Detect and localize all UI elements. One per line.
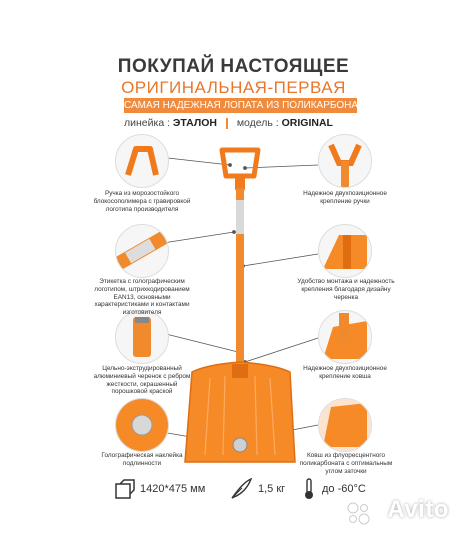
caption-blade-mount: Надежное двухпозиционное крепление ковша <box>303 365 387 380</box>
caption-double-mount: Надежное двухпозиционное крепление ручки <box>303 190 387 205</box>
avito-logo-icon <box>345 500 371 526</box>
caption-shaft: Цельно-экструдированный алюминиевый черенок с ребром жесткости, окрашенный порошковой краской <box>93 365 191 396</box>
hologram-sticker <box>233 438 247 452</box>
feature-circle-label <box>115 224 169 278</box>
sticker-closeup-icon <box>116 399 168 451</box>
feature-circle-sticker <box>115 398 169 452</box>
blade-socket <box>232 364 248 378</box>
model-value: ORIGINAL <box>281 117 333 129</box>
handle-collar <box>235 176 245 190</box>
feature-circle-mount <box>318 224 372 278</box>
tagline-banner: САМАЯ НАДЕЖНАЯ ЛОПАТА ИЗ ПОЛИКАРБОНАТА <box>124 100 370 111</box>
caption-sticker: Голографическая наклейка подлинности <box>101 452 183 467</box>
mount-closeup-icon <box>319 225 371 277</box>
lineup-label: линейка : <box>124 117 170 129</box>
spec-weight: 1,5 кг <box>258 483 286 495</box>
caption-blade: Ковш из флуоресцентного поликарбоната с оптимальным углом заточки <box>299 452 393 475</box>
caption-label: Этикетка с голографическим логотипом, штрихкодированием EAN13, основными характеристиками и контактами изготовителя <box>94 278 190 317</box>
feature-circle-shaft <box>115 310 169 364</box>
blade-mount-closeup-icon <box>319 311 371 363</box>
page-subtitle: ОРИГИНАЛЬНАЯ-ПЕРВАЯ <box>121 78 346 97</box>
feature-circle-blade-mount <box>318 310 372 364</box>
caption-handle: Ручка из морозостойкого блокосополимера с гравировкой логотипа производителя <box>93 190 191 213</box>
avito-watermark: Avito <box>387 496 449 523</box>
d-handle <box>222 150 258 176</box>
shaft-label <box>236 200 244 234</box>
blade-closeup-icon <box>319 399 371 451</box>
label-closeup-icon <box>116 225 168 277</box>
feather-icon <box>228 476 254 502</box>
size-icon <box>114 478 136 500</box>
handle-closeup-icon <box>116 135 168 187</box>
feature-circle-double-mount <box>318 134 372 188</box>
spec-temperature: до -60°С <box>322 483 366 495</box>
spec-size: 1420*475 мм <box>140 483 206 495</box>
thermometer-icon <box>302 477 316 501</box>
double-mount-closeup-icon <box>319 135 371 187</box>
feature-circle-blade <box>318 398 372 452</box>
model-label: модель : <box>236 117 279 129</box>
caption-mount: Удобство монтажа и надежность крепления благодаря дизайну черенка <box>297 278 395 301</box>
lineup-value: ЭТАЛОН <box>172 117 217 129</box>
shaft-closeup-icon <box>116 311 168 363</box>
feature-circle-handle <box>115 134 169 188</box>
page-title: ПОКУПАЙ НАСТОЯЩЕЕ <box>117 56 350 77</box>
